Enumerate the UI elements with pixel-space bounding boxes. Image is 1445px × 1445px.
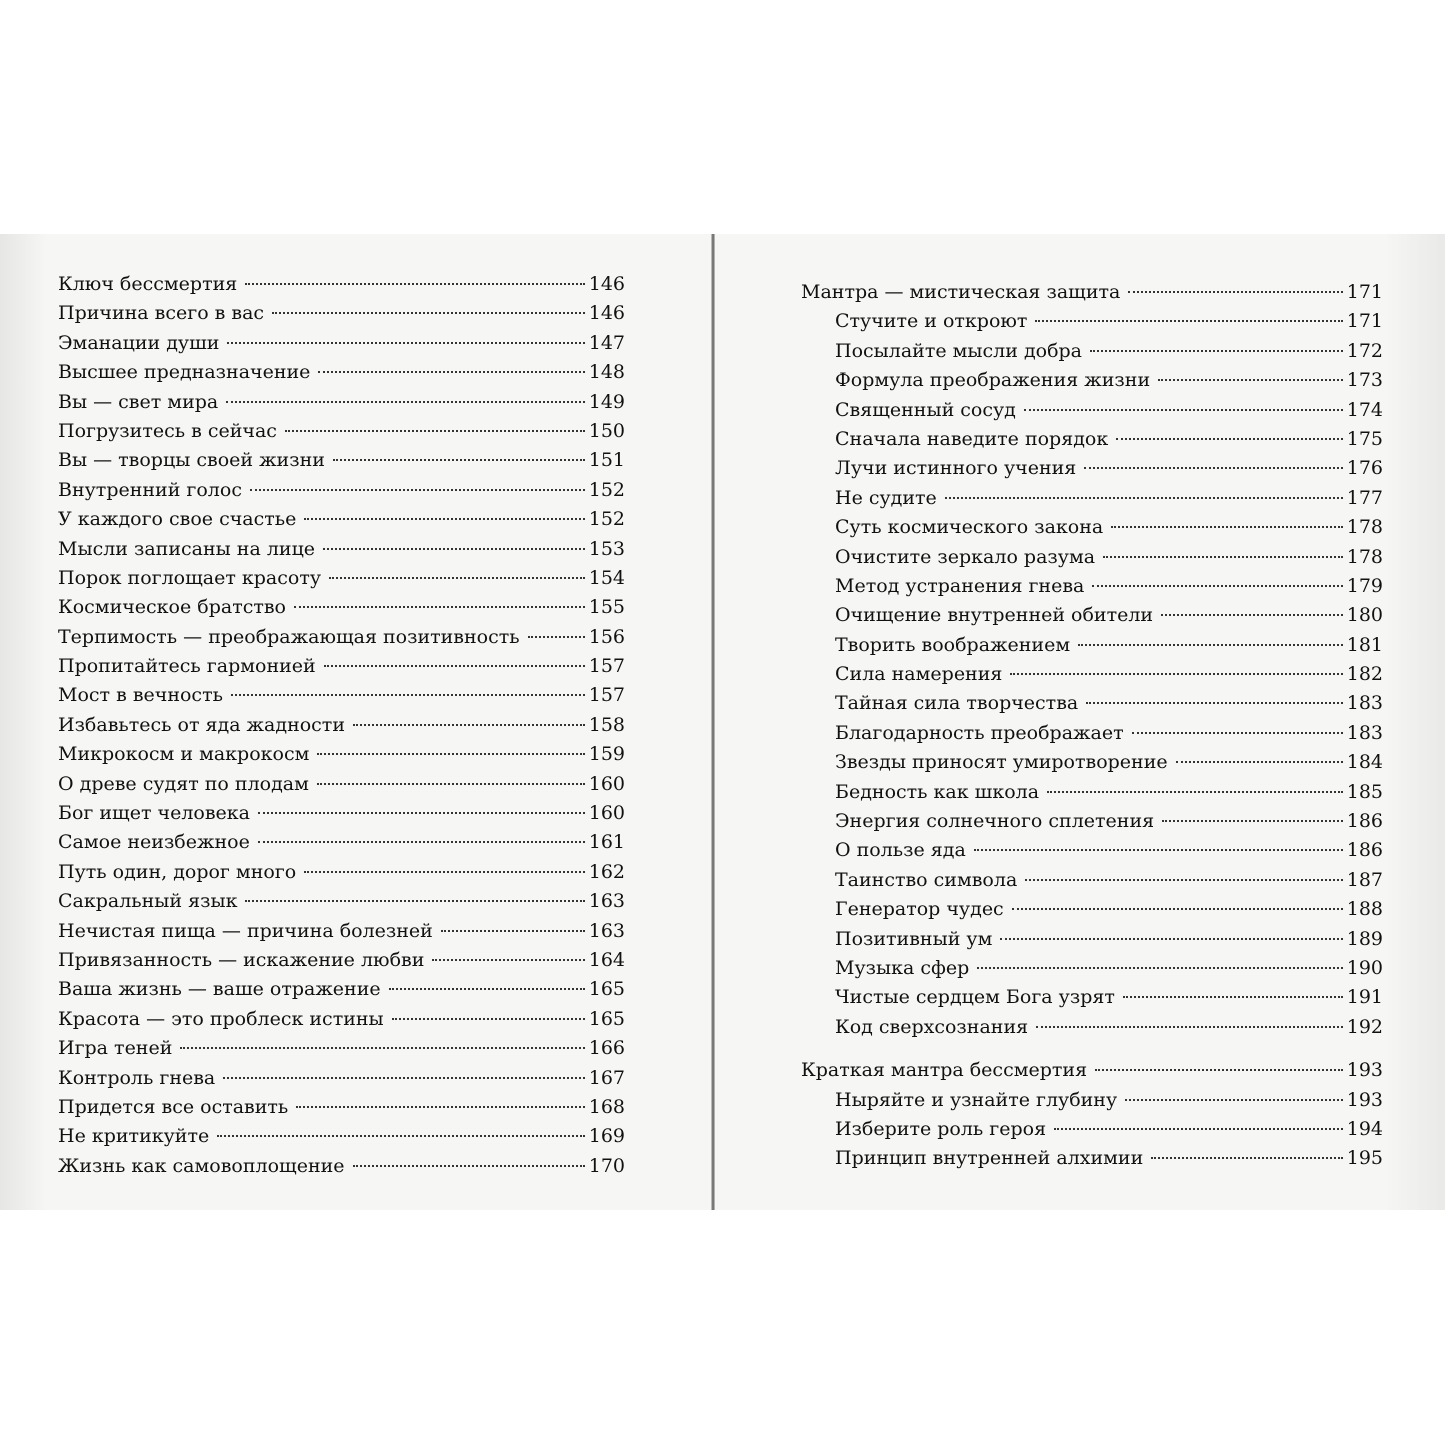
dot-leader	[296, 1106, 584, 1108]
entry-title: Эманации души	[58, 331, 220, 354]
dot-leader	[258, 841, 585, 843]
toc-entry	[801, 1086, 1383, 1115]
entry-page-number: 167	[588, 1066, 625, 1089]
entry-title: Ныряйте и узнайте глубину	[835, 1088, 1118, 1111]
entry-page-number: 170	[588, 1154, 625, 1177]
entry-title: Игра теней	[58, 1037, 173, 1060]
toc-entry	[58, 711, 625, 740]
toc-list-left	[58, 270, 625, 1181]
dot-leader	[324, 665, 585, 667]
entry-title: Лучи истинного учения	[835, 457, 1077, 480]
dot-leader	[432, 959, 584, 961]
toc-entry	[801, 631, 1383, 660]
dot-leader	[353, 1165, 585, 1167]
entry-title: Энергия солнечного сплетения	[835, 810, 1155, 833]
entry-page-number: 191	[1346, 986, 1383, 1009]
dot-leader	[285, 430, 585, 432]
dot-leader	[304, 518, 584, 520]
dot-leader	[1123, 996, 1343, 998]
entry-page-number: 152	[588, 508, 625, 531]
toc-entry	[801, 778, 1383, 807]
entry-page-number: 165	[588, 1007, 625, 1030]
entry-page-number: 165	[588, 978, 625, 1001]
toc-entry	[801, 836, 1383, 865]
entry-title: Творить воображением	[835, 633, 1071, 656]
dot-leader	[1092, 585, 1342, 587]
entry-page-number: 164	[588, 948, 625, 971]
entry-page-number: 184	[1346, 751, 1383, 774]
dot-leader	[974, 849, 1343, 851]
entry-title: Посылайте мысли добра	[835, 339, 1083, 362]
left-page	[0, 234, 711, 1210]
dot-leader	[1025, 879, 1342, 881]
entry-title: Бедность как школа	[835, 780, 1040, 803]
dot-leader	[945, 497, 1343, 499]
entry-page-number: 146	[588, 302, 625, 325]
toc-entry	[58, 446, 625, 475]
toc-entry	[801, 454, 1383, 483]
dot-leader	[250, 489, 585, 491]
toc-entry	[58, 476, 625, 505]
toc-entry	[58, 358, 625, 387]
toc-entry	[801, 983, 1383, 1012]
entry-page-number: 178	[1346, 545, 1383, 568]
toc-entry	[801, 425, 1383, 454]
toc-entry	[801, 572, 1383, 601]
entry-title: Мысли записаны на лице	[58, 537, 316, 560]
entry-title: Красота — это проблеск истины	[58, 1007, 384, 1030]
toc-entry	[58, 828, 625, 857]
dot-leader	[227, 342, 584, 344]
toc-entry	[58, 564, 625, 593]
toc-entry	[58, 1005, 625, 1034]
dot-leader	[1012, 908, 1343, 910]
entry-title: Привязанность — искажение любви	[58, 948, 425, 971]
entry-title: Очищение внутренней обители	[835, 604, 1154, 627]
toc-entry	[58, 593, 625, 622]
dot-leader	[1024, 409, 1343, 411]
toc-entry	[58, 946, 625, 975]
entry-page-number: 153	[588, 537, 625, 560]
toc-entry	[58, 1064, 625, 1093]
toc-entry	[801, 866, 1383, 895]
toc-entry	[58, 388, 625, 417]
entry-title: Не судите	[835, 486, 937, 509]
dot-leader	[245, 900, 584, 902]
entry-page-number: 188	[1346, 898, 1383, 921]
dot-leader	[1116, 438, 1343, 440]
toc-entry	[801, 660, 1383, 689]
dot-leader	[977, 967, 1342, 969]
dot-leader	[329, 577, 585, 579]
entry-title: Избавьтесь от яда жадности	[58, 713, 345, 736]
dot-leader	[1090, 350, 1343, 352]
entry-page-number: 160	[588, 772, 625, 795]
entry-title: Мост в вечность	[58, 684, 223, 707]
dot-leader	[245, 283, 585, 285]
entry-title: Бог ищет человека	[58, 802, 250, 825]
entry-page-number: 185	[1346, 780, 1383, 803]
entry-title: Нечистая пища — причина болезней	[58, 919, 433, 942]
dot-leader	[317, 783, 585, 785]
entry-title: Тайная сила творчества	[835, 692, 1079, 715]
toc-entry	[58, 770, 625, 799]
entry-title: Позитивный ум	[835, 927, 993, 950]
entry-page-number: 151	[588, 449, 625, 472]
entry-page-number: 193	[1346, 1059, 1383, 1082]
toc-entry	[58, 652, 625, 681]
entry-title: Принцип внутренней алхимии	[835, 1147, 1144, 1170]
toc-entry	[801, 601, 1383, 630]
dot-leader	[294, 606, 585, 608]
entry-title: Сакральный язык	[58, 890, 238, 913]
dot-leader	[1047, 791, 1343, 793]
entry-title: Вы — творцы своей жизни	[58, 449, 325, 472]
entry-title: Формула преображения жизни	[835, 369, 1151, 392]
dot-leader	[1000, 938, 1342, 940]
entry-title: О пользе яда	[835, 839, 966, 862]
entry-page-number: 187	[1346, 868, 1383, 891]
dot-leader	[1161, 614, 1343, 616]
toc-entry	[801, 366, 1383, 395]
entry-page-number: 186	[1346, 839, 1383, 862]
entry-page-number: 157	[588, 655, 625, 678]
entry-title: Вы — свет мира	[58, 390, 219, 413]
entry-page-number: 190	[1346, 956, 1383, 979]
dot-leader	[1036, 1026, 1343, 1028]
dot-leader	[1078, 644, 1343, 646]
dot-leader	[1035, 320, 1342, 322]
entry-title: Порок поглощает красоту	[58, 566, 322, 589]
entry-title: Придется все оставить	[58, 1095, 289, 1118]
entry-title: Внутренний голос	[58, 478, 242, 501]
toc-entry	[58, 917, 625, 946]
entry-title: У каждого свое счастье	[58, 508, 297, 531]
entry-title: Космическое братство	[58, 596, 286, 619]
dot-leader	[1084, 467, 1342, 469]
entry-page-number: 192	[1346, 1015, 1383, 1038]
dot-leader	[392, 1018, 585, 1020]
entry-title: Не критикуйте	[58, 1125, 210, 1148]
dot-leader	[1054, 1128, 1343, 1130]
entry-page-number: 173	[1346, 369, 1383, 392]
entry-page-number: 149	[588, 390, 625, 413]
entry-title: Жизнь как самовоплощение	[58, 1154, 345, 1177]
entry-title: Музыка сфер	[835, 956, 970, 979]
toc-entry	[58, 858, 625, 887]
toc-entry	[801, 543, 1383, 572]
entry-page-number: 194	[1346, 1117, 1383, 1140]
entry-title: О древе судят по плодам	[58, 772, 309, 795]
entry-page-number: 171	[1346, 310, 1383, 333]
entry-title: Высшее предназначение	[58, 361, 311, 384]
entry-title: Ключ бессмертия	[58, 273, 238, 295]
entry-title: Контроль гнева	[58, 1066, 216, 1089]
toc-entry	[801, 1013, 1383, 1042]
entry-page-number: 168	[588, 1095, 625, 1118]
toc-entry	[58, 1122, 625, 1151]
entry-page-number: 160	[588, 802, 625, 825]
entry-page-number: 154	[588, 566, 625, 589]
entry-title: Путь один, дорог много	[58, 860, 297, 883]
toc-list-right	[801, 278, 1383, 1174]
toc-entry	[58, 1093, 625, 1122]
entry-page-number: 179	[1346, 574, 1383, 597]
entry-page-number: 166	[588, 1037, 625, 1060]
dot-leader	[1162, 820, 1343, 822]
toc-entry	[58, 299, 625, 328]
dot-leader	[323, 548, 585, 550]
entry-page-number: 182	[1346, 663, 1383, 686]
dot-leader	[317, 753, 584, 755]
entry-page-number: 163	[588, 919, 625, 942]
dot-leader	[217, 1135, 585, 1137]
entry-title: Причина всего в вас	[58, 302, 265, 325]
dot-leader	[231, 694, 585, 696]
toc-entry	[801, 484, 1383, 513]
entry-title: Метод устранения гнева	[835, 574, 1085, 597]
dot-leader	[304, 871, 585, 873]
entry-title: Ваша жизнь — ваше отражение	[58, 978, 381, 1001]
dot-leader	[333, 459, 585, 461]
toc-entry	[58, 740, 625, 769]
toc-entry	[58, 623, 625, 652]
entry-title: Суть космического закона	[835, 516, 1104, 539]
entry-page-number: 178	[1346, 516, 1383, 539]
toc-entry	[801, 719, 1383, 748]
entry-page-number: 155	[588, 596, 625, 619]
toc-section-heading	[801, 1056, 1383, 1085]
dot-leader	[1151, 1157, 1342, 1159]
entry-page-number: 147	[588, 331, 625, 354]
toc-entry	[58, 1152, 625, 1181]
entry-page-number: 162	[588, 860, 625, 883]
entry-title: Звезды приносят умиротворение	[835, 751, 1168, 774]
toc-entry	[801, 689, 1383, 718]
toc-entry	[801, 925, 1383, 954]
entry-page-number: 157	[588, 684, 625, 707]
toc-entry	[801, 895, 1383, 924]
toc-entry	[58, 329, 625, 358]
entry-title: Чистые сердцем Бога узрят	[835, 986, 1115, 1009]
entry-title: Погрузитесь в сейчас	[58, 419, 277, 442]
entry-page-number: 186	[1346, 810, 1383, 833]
toc-entry	[801, 396, 1383, 425]
entry-title: Терпимость — преображающая позитивность	[58, 625, 520, 648]
entry-page-number: 150	[588, 419, 625, 442]
entry-page-number: 146	[588, 273, 625, 295]
toc-entry	[58, 799, 625, 828]
dot-leader	[226, 401, 585, 403]
dot-leader	[258, 812, 585, 814]
entry-title: Изберите роль героя	[835, 1117, 1047, 1140]
toc-entry	[801, 337, 1383, 366]
toc-entry	[801, 748, 1383, 777]
entry-page-number: 174	[1346, 398, 1383, 421]
entry-page-number: 181	[1346, 633, 1383, 656]
entry-page-number: 156	[588, 625, 625, 648]
entry-title: Стучите и откроют	[835, 310, 1028, 333]
entry-page-number: 183	[1346, 721, 1383, 744]
entry-title: Благодарность преображает	[835, 721, 1124, 744]
dot-leader	[1128, 291, 1342, 293]
toc-entry	[58, 535, 625, 564]
dot-leader	[1103, 556, 1343, 558]
entry-title: Генератор чудес	[835, 898, 1004, 921]
entry-title: Краткая мантра бессмертия	[801, 1059, 1088, 1082]
book-spread	[0, 234, 1445, 1210]
dot-leader	[441, 930, 585, 932]
dot-leader	[1132, 732, 1343, 734]
entry-title: Сила намерения	[835, 663, 1003, 686]
toc-entry	[801, 1115, 1383, 1144]
toc-entry	[801, 954, 1383, 983]
entry-page-number: 171	[1346, 281, 1383, 303]
dot-leader	[223, 1077, 584, 1079]
toc-entry	[58, 681, 625, 710]
entry-title: Микрокосм и макрокосм	[58, 743, 310, 766]
entry-title: Код сверхсознания	[835, 1015, 1029, 1038]
toc-entry	[58, 975, 625, 1004]
entry-page-number: 172	[1346, 339, 1383, 362]
entry-page-number: 193	[1346, 1088, 1383, 1111]
entry-title: Очистите зеркало разума	[835, 545, 1096, 568]
right-page	[715, 234, 1445, 1210]
toc-entry	[58, 1034, 625, 1063]
entry-page-number: 161	[588, 831, 625, 854]
dot-leader	[318, 371, 584, 373]
dot-leader	[180, 1047, 584, 1049]
toc-entry	[58, 270, 625, 299]
entry-page-number: 159	[588, 743, 625, 766]
dot-leader	[1095, 1069, 1343, 1071]
entry-page-number: 195	[1346, 1147, 1383, 1170]
toc-entry	[801, 307, 1383, 336]
dot-leader	[1010, 673, 1342, 675]
entry-page-number: 176	[1346, 457, 1383, 480]
toc-entry	[801, 807, 1383, 836]
toc-section-heading	[801, 278, 1383, 307]
toc-entry	[801, 513, 1383, 542]
dot-leader	[1111, 526, 1343, 528]
dot-leader	[1086, 702, 1343, 704]
toc-entry	[58, 417, 625, 446]
entry-title: Пропитайтесь гармонией	[58, 655, 316, 678]
entry-page-number: 158	[588, 713, 625, 736]
entry-page-number: 175	[1346, 427, 1383, 450]
dot-leader	[272, 312, 585, 314]
entry-page-number: 180	[1346, 604, 1383, 627]
entry-page-number: 152	[588, 478, 625, 501]
entry-title: Таинство символа	[835, 868, 1018, 891]
toc-entry	[58, 887, 625, 916]
entry-page-number: 177	[1346, 486, 1383, 509]
dot-leader	[528, 636, 585, 638]
entry-page-number: 183	[1346, 692, 1383, 715]
entry-title: Самое неизбежное	[58, 831, 250, 854]
dot-leader	[1158, 379, 1343, 381]
entry-title: Сначала наведите порядок	[835, 427, 1109, 450]
entry-title: Мантра — мистическая защита	[801, 281, 1121, 303]
dot-leader	[353, 724, 585, 726]
entry-page-number: 169	[588, 1125, 625, 1148]
entry-page-number: 189	[1346, 927, 1383, 950]
entry-title: Священный сосуд	[835, 398, 1016, 421]
dot-leader	[389, 988, 585, 990]
entry-page-number: 148	[588, 361, 625, 384]
toc-entry	[58, 505, 625, 534]
toc-entry	[801, 1144, 1383, 1173]
dot-leader	[1125, 1099, 1343, 1101]
entry-page-number: 163	[588, 890, 625, 913]
dot-leader	[1176, 761, 1343, 763]
